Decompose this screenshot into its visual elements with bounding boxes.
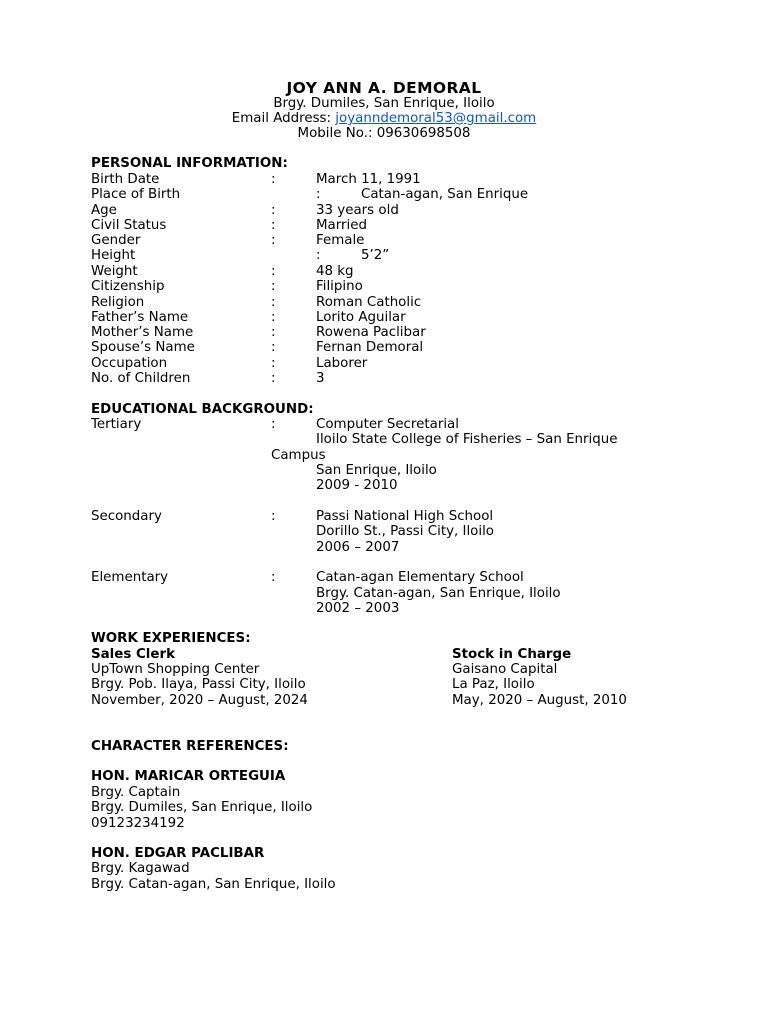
- info-value: 5’2”: [361, 248, 390, 263]
- info-colon: :: [271, 279, 276, 294]
- email-label: Email Address:: [231, 111, 332, 126]
- tertiary-school: Iloilo State College of Fisheries – San Enrique: [316, 432, 618, 447]
- info-value: Female: [316, 233, 365, 248]
- secondary-location: Dorillo St., Passi City, Iloilo: [316, 524, 495, 539]
- work-heading: WORK EXPERIENCES:: [91, 631, 251, 646]
- reference-phone: 09123234192: [91, 816, 185, 831]
- info-row-children: [91, 371, 711, 387]
- info-colon: :: [271, 172, 276, 187]
- info-colon: :: [271, 264, 276, 279]
- elementary-years: 2002 – 2003: [316, 601, 400, 616]
- elementary-colon: :: [271, 570, 276, 585]
- info-value: Fernan Demoral: [316, 340, 424, 355]
- info-value: Filipino: [316, 279, 363, 294]
- info-colon: :: [271, 218, 276, 233]
- info-value: Roman Catholic: [316, 295, 422, 310]
- personal-info-heading: PERSONAL INFORMATION:: [91, 156, 288, 171]
- info-label: Mother’s Name: [91, 325, 194, 340]
- info-value: Married: [316, 218, 367, 233]
- info-row-birth-date: [91, 172, 711, 188]
- info-row-mothers-name: [91, 325, 711, 341]
- info-label: Civil Status: [91, 218, 167, 233]
- info-colon: :: [271, 325, 276, 340]
- info-colon: :: [316, 187, 321, 202]
- job-title: Sales Clerk: [91, 647, 175, 662]
- job-location: La Paz, Iloilo: [452, 677, 535, 692]
- tertiary-years: 2009 - 2010: [316, 478, 398, 493]
- tertiary-course: Computer Secretarial: [316, 417, 459, 432]
- tertiary-location: San Enrique, Iloilo: [316, 463, 437, 478]
- info-row-weight: [91, 264, 711, 280]
- job-company: UpTown Shopping Center: [91, 662, 260, 677]
- info-row-religion: [91, 295, 711, 311]
- applicant-name: JOY ANN A. DEMORAL: [286, 79, 482, 97]
- info-label: Height: [91, 248, 136, 263]
- info-row-citizenship: [91, 279, 711, 295]
- info-value: 48 kg: [316, 264, 354, 279]
- elementary-location: Brgy. Catan-agan, San Enrique, Iloilo: [316, 586, 561, 601]
- job-location: Brgy. Pob. Ilaya, Passi City, Iloilo: [91, 677, 306, 692]
- info-label: Occupation: [91, 356, 168, 371]
- info-row-spouses-name: [91, 340, 711, 356]
- email-line: [0, 111, 768, 126]
- info-label: Religion: [91, 295, 145, 310]
- info-value: 3: [316, 371, 325, 386]
- job-period: November, 2020 – August, 2024: [91, 693, 308, 708]
- secondary-label: Secondary: [91, 509, 162, 524]
- reference-name: HON. EDGAR PACLIBAR: [91, 846, 265, 861]
- elementary-school: Catan-agan Elementary School: [316, 570, 524, 585]
- reference-position: Brgy. Captain: [91, 785, 181, 800]
- info-colon: :: [271, 371, 276, 386]
- info-value: Lorito Aguilar: [316, 310, 406, 325]
- info-row-civil-status: [91, 218, 711, 234]
- info-label: Spouse’s Name: [91, 340, 195, 355]
- info-label: Birth Date: [91, 172, 160, 187]
- info-colon: :: [271, 356, 276, 371]
- applicant-address: Brgy. Dumiles, San Enrique, Iloilo: [273, 96, 495, 111]
- info-colon: :: [271, 340, 276, 355]
- info-colon: :: [271, 295, 276, 310]
- info-row-age: [91, 203, 711, 219]
- job-title: Stock in Charge: [452, 647, 572, 662]
- info-label: No. of Children: [91, 371, 191, 386]
- mobile-number: Mobile No.: 09630698508: [297, 126, 471, 141]
- info-row-height: [91, 248, 711, 264]
- tertiary-colon: :: [271, 417, 276, 432]
- info-row-gender: [91, 233, 711, 249]
- info-label: Father’s Name: [91, 310, 189, 325]
- info-value: March 11, 1991: [316, 172, 421, 187]
- job-company: Gaisano Capital: [452, 662, 558, 677]
- info-label: Citizenship: [91, 279, 165, 294]
- job-period: May, 2020 – August, 2010: [452, 693, 627, 708]
- info-label: Weight: [91, 264, 138, 279]
- info-label: Place of Birth: [91, 187, 181, 202]
- info-label: Age: [91, 203, 117, 218]
- info-value: Rowena Paclibar: [316, 325, 426, 340]
- info-colon: :: [271, 310, 276, 325]
- info-row-fathers-name: [91, 310, 711, 326]
- references-heading: CHARACTER REFERENCES:: [91, 739, 289, 754]
- email-link[interactable]: joyanndemoral53@gmail.com: [335, 111, 537, 126]
- reference-address: Brgy. Catan-agan, San Enrique, Iloilo: [91, 877, 336, 892]
- info-value: Laborer: [316, 356, 368, 371]
- tertiary-label: Tertiary: [91, 417, 142, 432]
- info-row-place-of-birth: [91, 187, 711, 203]
- info-value: 33 years old: [316, 203, 399, 218]
- elementary-label: Elementary: [91, 570, 169, 585]
- reference-address: Brgy. Dumiles, San Enrique, Iloilo: [91, 800, 313, 815]
- info-value: Catan-agan, San Enrique: [361, 187, 529, 202]
- secondary-school: Passi National High School: [316, 509, 494, 524]
- education-heading: EDUCATIONAL BACKGROUND:: [91, 402, 314, 417]
- reference-name: HON. MARICAR ORTEGUIA: [91, 769, 286, 784]
- info-row-occupation: [91, 356, 711, 372]
- info-colon: :: [271, 233, 276, 248]
- secondary-colon: :: [271, 509, 276, 524]
- info-label: Gender: [91, 233, 141, 248]
- reference-position: Brgy. Kagawad: [91, 861, 190, 876]
- info-colon: :: [271, 203, 276, 218]
- tertiary-school-cont: Campus: [271, 448, 326, 463]
- secondary-years: 2006 – 2007: [316, 540, 400, 555]
- info-colon: :: [316, 248, 321, 263]
